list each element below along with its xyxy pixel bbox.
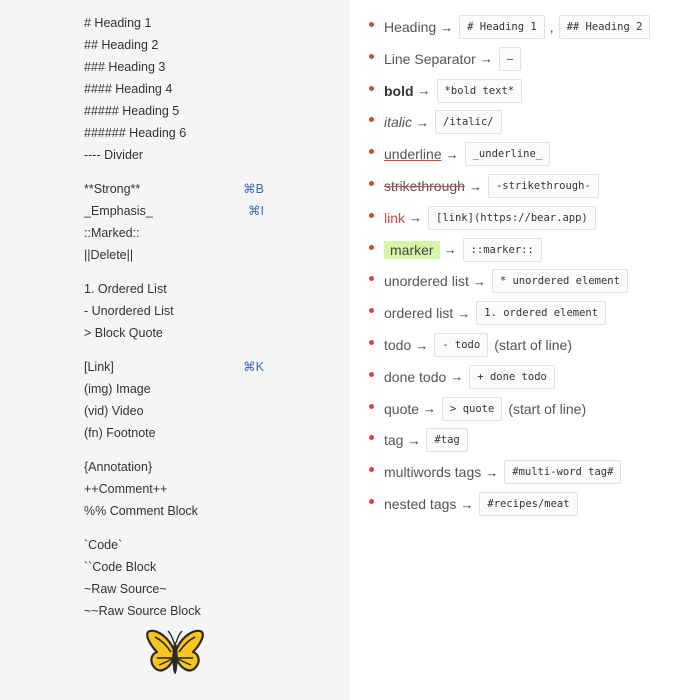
syntax-row	[384, 365, 555, 389]
arrow-icon: →	[450, 369, 464, 385]
ulysses-syntax-line	[84, 81, 264, 97]
syntax-label: bold	[384, 82, 414, 99]
ulysses-syntax-line	[84, 381, 264, 397]
syntax-text: {Annotation}	[84, 460, 153, 474]
arrow-icon: →	[407, 432, 421, 448]
arrow-icon: →	[479, 51, 493, 67]
ulysses-syntax-line	[84, 247, 264, 263]
syntax-label: multiwords tags	[384, 464, 482, 481]
code-snippet: ## Heading 2	[559, 15, 651, 39]
syntax-row	[384, 397, 586, 421]
ulysses-syntax-line	[84, 581, 264, 597]
ulysses-syntax-line	[84, 181, 264, 197]
bear-syntax-item	[350, 44, 700, 68]
syntax-row	[384, 269, 628, 293]
arrow-icon: →	[443, 242, 457, 258]
code-snippet: #tag	[426, 428, 467, 452]
bear-syntax-item	[350, 330, 700, 354]
syntax-text: ~~Raw Source Block	[84, 604, 201, 618]
syntax-row	[384, 206, 596, 230]
syntax-label: Line Separator	[384, 50, 476, 67]
syntax-text: ### Heading 3	[84, 60, 166, 74]
ulysses-syntax-line	[84, 303, 264, 319]
bullet-dot	[369, 22, 374, 27]
bear-syntax-item	[350, 139, 700, 163]
arrow-icon: →	[457, 305, 471, 321]
ulysses-syntax-line	[84, 281, 264, 297]
syntax-text: - Unordered List	[84, 304, 174, 318]
syntax-row	[384, 142, 550, 166]
ulysses-syntax-line	[84, 459, 264, 475]
bullet-dot	[369, 467, 374, 472]
bullet-dot	[369, 149, 374, 154]
syntax-label: nested tags	[384, 496, 457, 512]
ulysses-syntax-line	[84, 537, 264, 553]
syntax-text: Image	[115, 382, 151, 396]
bear-syntax-item	[350, 235, 700, 259]
bullet-dot	[369, 245, 374, 250]
bullet-dot	[369, 404, 374, 409]
syntax-text: ##### Heading 5	[84, 104, 180, 118]
syntax-row	[384, 238, 542, 262]
syntax-row	[384, 492, 578, 516]
code-snippet: + done todo	[469, 365, 555, 389]
ulysses-syntax-line	[84, 481, 264, 497]
bear-syntax-item	[350, 266, 700, 290]
syntax-text: ## Heading 2	[84, 38, 159, 52]
code-snippet: -strikethrough-	[488, 174, 599, 198]
bear-syntax-item	[350, 298, 700, 322]
bear-syntax-panel	[350, 0, 700, 700]
syntax-text: #### Heading 4	[84, 82, 173, 96]
code-snippet: [link](https://bear.app)	[428, 206, 596, 230]
syntax-text: ###### Heading 6	[84, 126, 187, 140]
code-snippet: - todo	[434, 333, 488, 357]
syntax-row	[384, 110, 502, 134]
bear-syntax-item	[350, 362, 700, 386]
syntax-note: (start of line)	[508, 400, 587, 417]
bear-syntax-item	[350, 171, 700, 195]
code-snippet: #recipes/meat	[479, 492, 577, 516]
bullet-dot	[369, 372, 374, 377]
arrow-icon: →	[468, 178, 482, 194]
code-snippet: ::marker::	[463, 238, 542, 262]
syntax-note: (start of line)	[494, 337, 572, 353]
syntax-label: done todo	[384, 368, 447, 385]
syntax-label: italic	[384, 114, 413, 131]
syntax-text: ++Comment++	[84, 482, 168, 496]
syntax-prefix: (img)	[84, 382, 113, 396]
syntax-text: # Heading 1	[84, 16, 152, 30]
arrow-icon: →	[472, 273, 486, 289]
ulysses-syntax-line	[84, 359, 264, 375]
bear-syntax-item	[350, 457, 700, 481]
keyboard-shortcut: ⌘B	[243, 182, 264, 196]
code-snippet: /italic/	[435, 110, 502, 134]
bullet-dot	[369, 340, 374, 345]
syntax-text: ---- Divider	[84, 148, 144, 162]
syntax-row	[384, 15, 650, 39]
syntax-row	[384, 301, 606, 325]
syntax-label: quote	[384, 400, 420, 417]
ulysses-syntax-line	[84, 147, 264, 163]
syntax-label: marker	[384, 241, 440, 259]
arrow-icon: →	[409, 210, 423, 226]
syntax-text: **Strong**	[84, 182, 141, 196]
ulysses-syntax-line	[84, 603, 264, 619]
code-snippet: #multi-word tag#	[504, 460, 621, 484]
bullet-dot	[369, 499, 374, 504]
syntax-text: `Code`	[84, 538, 123, 552]
ulysses-syntax-line	[84, 125, 264, 141]
code-snippet: * unordered element	[492, 269, 628, 293]
bullet-dot	[369, 117, 374, 122]
syntax-label: link	[384, 209, 406, 226]
code-snippet: _underline_	[465, 142, 551, 166]
syntax-label: underline	[384, 146, 442, 163]
bear-syntax-item	[350, 203, 700, 227]
arrow-icon: →	[423, 401, 437, 417]
ulysses-syntax-line	[84, 325, 264, 341]
bullet-dot	[369, 276, 374, 281]
syntax-text: Footnote	[106, 426, 156, 440]
ulysses-syntax-line	[84, 15, 264, 31]
syntax-label: unordered list	[384, 273, 469, 290]
syntax-text: > Block Quote	[84, 326, 163, 340]
arrow-icon: →	[485, 464, 499, 480]
syntax-row	[384, 79, 522, 103]
bullet-dot	[369, 435, 374, 440]
arrow-icon: →	[440, 19, 454, 35]
syntax-text: ||Delete||	[84, 248, 134, 262]
syntax-prefix: (vid)	[84, 404, 109, 418]
ulysses-syntax-line	[84, 203, 264, 219]
syntax-row	[384, 174, 599, 198]
arrow-icon: →	[460, 496, 474, 512]
arrow-icon: →	[415, 337, 429, 353]
ulysses-syntax-line	[84, 37, 264, 53]
keyboard-shortcut: ⌘K	[243, 360, 264, 374]
code-snippet: *bold text*	[437, 79, 523, 103]
bear-syntax-item	[350, 107, 700, 131]
code-snippet: —	[499, 47, 521, 71]
syntax-label: strikethrough	[384, 178, 465, 194]
syntax-row	[384, 47, 521, 71]
code-snippet: 1. ordered element	[476, 301, 606, 325]
ulysses-syntax-line	[84, 503, 264, 519]
ulysses-syntax-line	[84, 559, 264, 575]
code-snippet: # Heading 1	[459, 15, 545, 39]
syntax-row	[384, 428, 468, 452]
syntax-text: _Emphasis_	[84, 204, 153, 218]
syntax-text: ~Raw Source~	[84, 582, 167, 596]
bullet-dot	[369, 86, 374, 91]
keyboard-shortcut: ⌘I	[248, 204, 264, 218]
syntax-prefix: (fn)	[84, 426, 103, 440]
code-snippet: > quote	[442, 397, 502, 421]
syntax-label: Heading	[384, 19, 437, 35]
syntax-text: %% Comment Block	[84, 504, 198, 518]
bear-syntax-item	[350, 76, 700, 100]
syntax-text: 1. Ordered List	[84, 282, 167, 296]
syntax-label: ordered list	[384, 305, 454, 322]
ulysses-syntax-line	[84, 59, 264, 75]
syntax-row	[384, 460, 621, 484]
arrow-icon: →	[417, 83, 431, 99]
syntax-text: [Link]	[84, 360, 114, 374]
code-separator: ,	[549, 19, 554, 35]
arrow-icon: →	[416, 114, 430, 130]
bear-syntax-item	[350, 394, 700, 418]
ulysses-syntax-line	[84, 403, 264, 419]
butterfly-icon	[145, 628, 205, 684]
syntax-text: Video	[111, 404, 144, 418]
arrow-icon: →	[445, 146, 459, 162]
syntax-label: todo	[384, 337, 412, 353]
ulysses-syntax-line	[84, 425, 264, 441]
ulysses-syntax-line	[84, 103, 264, 119]
bear-syntax-item	[350, 12, 700, 36]
syntax-label: tag	[384, 432, 404, 449]
bullet-dot	[369, 213, 374, 218]
bullet-dot	[369, 308, 374, 313]
bear-syntax-item	[350, 489, 700, 513]
syntax-text: ``Code Block	[84, 560, 157, 574]
syntax-row	[384, 333, 572, 357]
syntax-text: ::Marked::	[84, 226, 140, 240]
bear-syntax-item	[350, 425, 700, 449]
bullet-dot	[369, 54, 374, 59]
bullet-dot	[369, 181, 374, 186]
ulysses-syntax-line	[84, 225, 264, 241]
